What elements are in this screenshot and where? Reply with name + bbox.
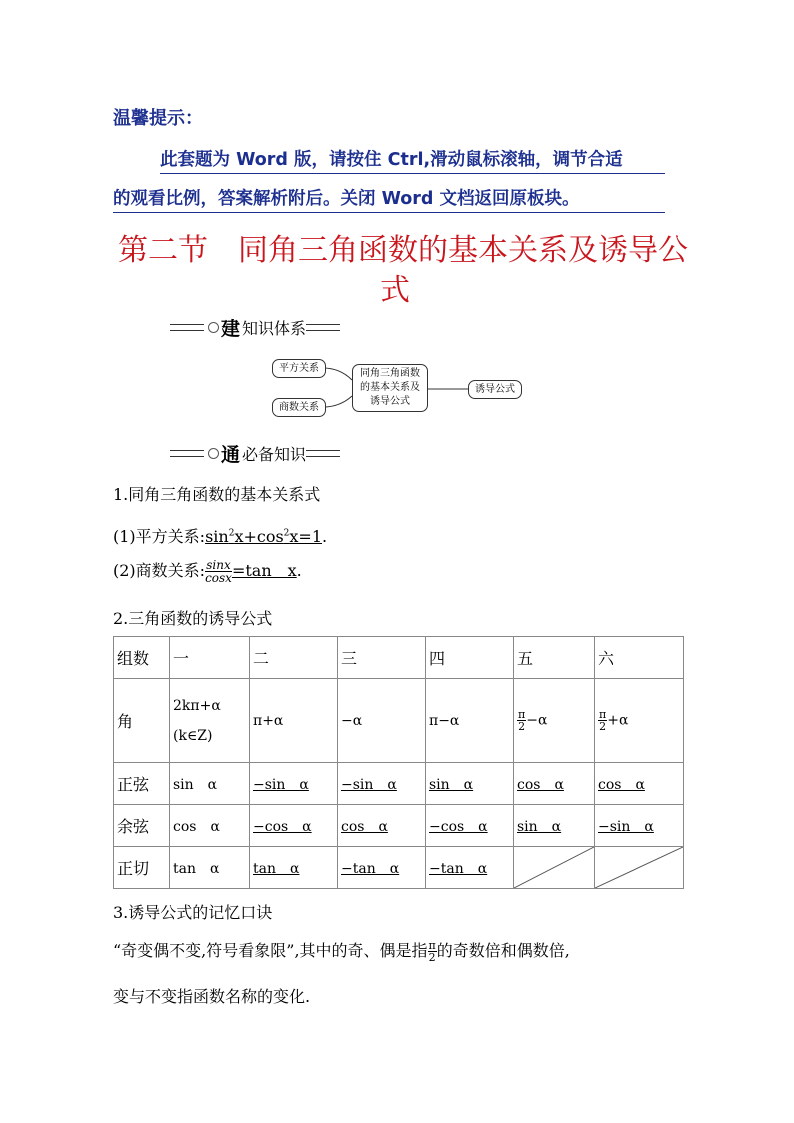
answer-cell (250, 847, 338, 889)
angle-expression: 2kπ+α (173, 697, 221, 714)
section-title: 第二节 同角三角函数的基本关系及诱导公 (118, 233, 688, 268)
fraction-denominator: 2 (599, 720, 607, 733)
exponent: 2 (228, 528, 235, 539)
formula-part: x=1 (289, 527, 323, 546)
section-title-continued: 式 (380, 273, 410, 308)
knowledge-system-header (170, 314, 340, 341)
formula-prefix: (1)平方关系: (113, 527, 206, 546)
table-cell (514, 679, 595, 763)
induction-formula-table (113, 636, 684, 889)
table-header-cell: 五 (514, 637, 595, 679)
formula-part: sin (205, 527, 229, 546)
answer-text: tan α (253, 860, 300, 877)
answer-text: cos α (341, 818, 388, 835)
answer-cell (595, 805, 684, 847)
section-label: 必备知识 (242, 445, 307, 464)
answer-text: cos α (598, 776, 645, 793)
diagonal-slash (595, 847, 683, 888)
answer-cell (250, 805, 338, 847)
fraction (428, 940, 437, 963)
square-relation-formula (113, 524, 327, 547)
table-cell: cos α (170, 805, 250, 847)
answer-cell (338, 805, 426, 847)
empty-cell (595, 847, 684, 889)
tip-line-2: 的观看比例，答案解析附后。关闭 Word 文档返回原板块。 (113, 185, 665, 213)
table-cell: sin α (170, 763, 250, 805)
exponent: 2 (283, 528, 290, 539)
table-header-cell: 六 (595, 637, 684, 679)
center-topic-line: 同角三角函数 (360, 368, 420, 379)
mnemonic-line: 变与不变指函数名称的变化. (113, 987, 311, 1006)
mnemonic-text: “奇变偶不变,符号看象限”,其中的奇、偶是指 (113, 941, 428, 960)
fraction (598, 709, 607, 732)
table-header-cell: 四 (426, 637, 514, 679)
table-header-cell: 组数 (114, 637, 170, 679)
center-topic-line: 诱导公式 (370, 396, 410, 407)
fraction-denominator: cosx (205, 571, 232, 585)
essential-knowledge-header (170, 440, 340, 467)
divider (170, 324, 204, 331)
answer-text: cos α (517, 776, 564, 793)
mnemonic-text: 的奇数倍和偶数倍, (436, 941, 570, 960)
magnifier-icon (208, 448, 219, 459)
fraction (205, 559, 232, 584)
section-badge: 通 (221, 444, 241, 466)
table-cell (595, 679, 684, 763)
quotient-relation-box: 商数关系 (272, 398, 326, 417)
answer-text: −tan α (341, 860, 400, 877)
mnemonic-line (113, 938, 570, 963)
diagonal-slash (514, 847, 594, 888)
magnifier-icon (208, 322, 219, 333)
answer-text: −tan α (429, 860, 488, 877)
answer-cell (250, 763, 338, 805)
answer-cell (514, 805, 595, 847)
table-cell: π−α (426, 679, 514, 763)
tip-line-1: 此套题为 Word 版，请按住 Ctrl,滑动鼠标滚轴，调节合适 (160, 146, 665, 174)
paragraph-heading: 1.同角三角函数的基本关系式 (113, 485, 321, 504)
fraction-numerator: sinx (206, 558, 231, 572)
table-cell (170, 679, 250, 763)
table-row (114, 637, 684, 679)
center-topic-line: 的基本关系及 (360, 382, 420, 393)
fraction-numerator: π (428, 939, 436, 952)
row-label: 余弦 (114, 805, 170, 847)
answer-cell (338, 847, 426, 889)
square-relation-box: 平方关系 (272, 359, 326, 378)
answer-text: −cos α (253, 818, 312, 835)
section-badge: 建 (221, 318, 241, 340)
table-cell: −α (338, 679, 426, 763)
divider (306, 450, 340, 457)
answer-text: −sin α (341, 776, 397, 793)
angle-expression: +α (607, 712, 629, 729)
table-cell: π+α (250, 679, 338, 763)
table-header-cell: 一 (170, 637, 250, 679)
row-label: 正弦 (114, 763, 170, 805)
answer-text: −sin α (253, 776, 309, 793)
paragraph-heading: 3.诱导公式的记忆口诀 (113, 903, 273, 922)
table-row (114, 763, 684, 805)
divider (170, 450, 204, 457)
center-topic-box (352, 364, 428, 412)
empty-cell (514, 847, 595, 889)
table-row (114, 805, 684, 847)
table-row (114, 679, 684, 763)
table-row (114, 847, 684, 889)
formula-suffix: . (296, 561, 302, 580)
angle-expression: −α (526, 712, 548, 729)
answer-cell (338, 763, 426, 805)
formula-prefix: (2)商数关系: (113, 561, 206, 580)
fraction-denominator: 2 (428, 951, 436, 964)
formula-answer (205, 527, 322, 546)
table-header-cell: 二 (250, 637, 338, 679)
tip-heading: 温馨提示： (113, 108, 203, 129)
fraction-denominator: 2 (518, 720, 526, 733)
table-cell: tan α (170, 847, 250, 889)
fraction-numerator: π (599, 708, 607, 721)
answer-cell (595, 763, 684, 805)
formula-suffix: . (322, 527, 328, 546)
fraction-numerator: π (518, 708, 526, 721)
table-header-cell: 三 (338, 637, 426, 679)
knowledge-diagram (270, 352, 530, 424)
answer-text: −sin α (598, 818, 654, 835)
answer-cell (426, 805, 514, 847)
answer-cell (426, 847, 514, 889)
row-label: 角 (114, 679, 170, 763)
section-label: 知识体系 (242, 319, 307, 338)
row-label: 正切 (114, 847, 170, 889)
formula-part: x+cos (234, 527, 284, 546)
answer-cell (426, 763, 514, 805)
fraction (517, 709, 526, 732)
divider (306, 324, 340, 331)
answer-text: sin α (517, 818, 562, 835)
quotient-relation-formula (113, 558, 302, 584)
answer-text: −cos α (429, 818, 488, 835)
induction-formula-box: 诱导公式 (468, 380, 522, 399)
paragraph-heading: 2.三角函数的诱导公式 (113, 609, 273, 628)
answer-cell (514, 763, 595, 805)
answer-text: sin α (429, 776, 474, 793)
formula-answer: =tan x (231, 561, 297, 580)
angle-condition: (k∈Z) (173, 727, 213, 744)
